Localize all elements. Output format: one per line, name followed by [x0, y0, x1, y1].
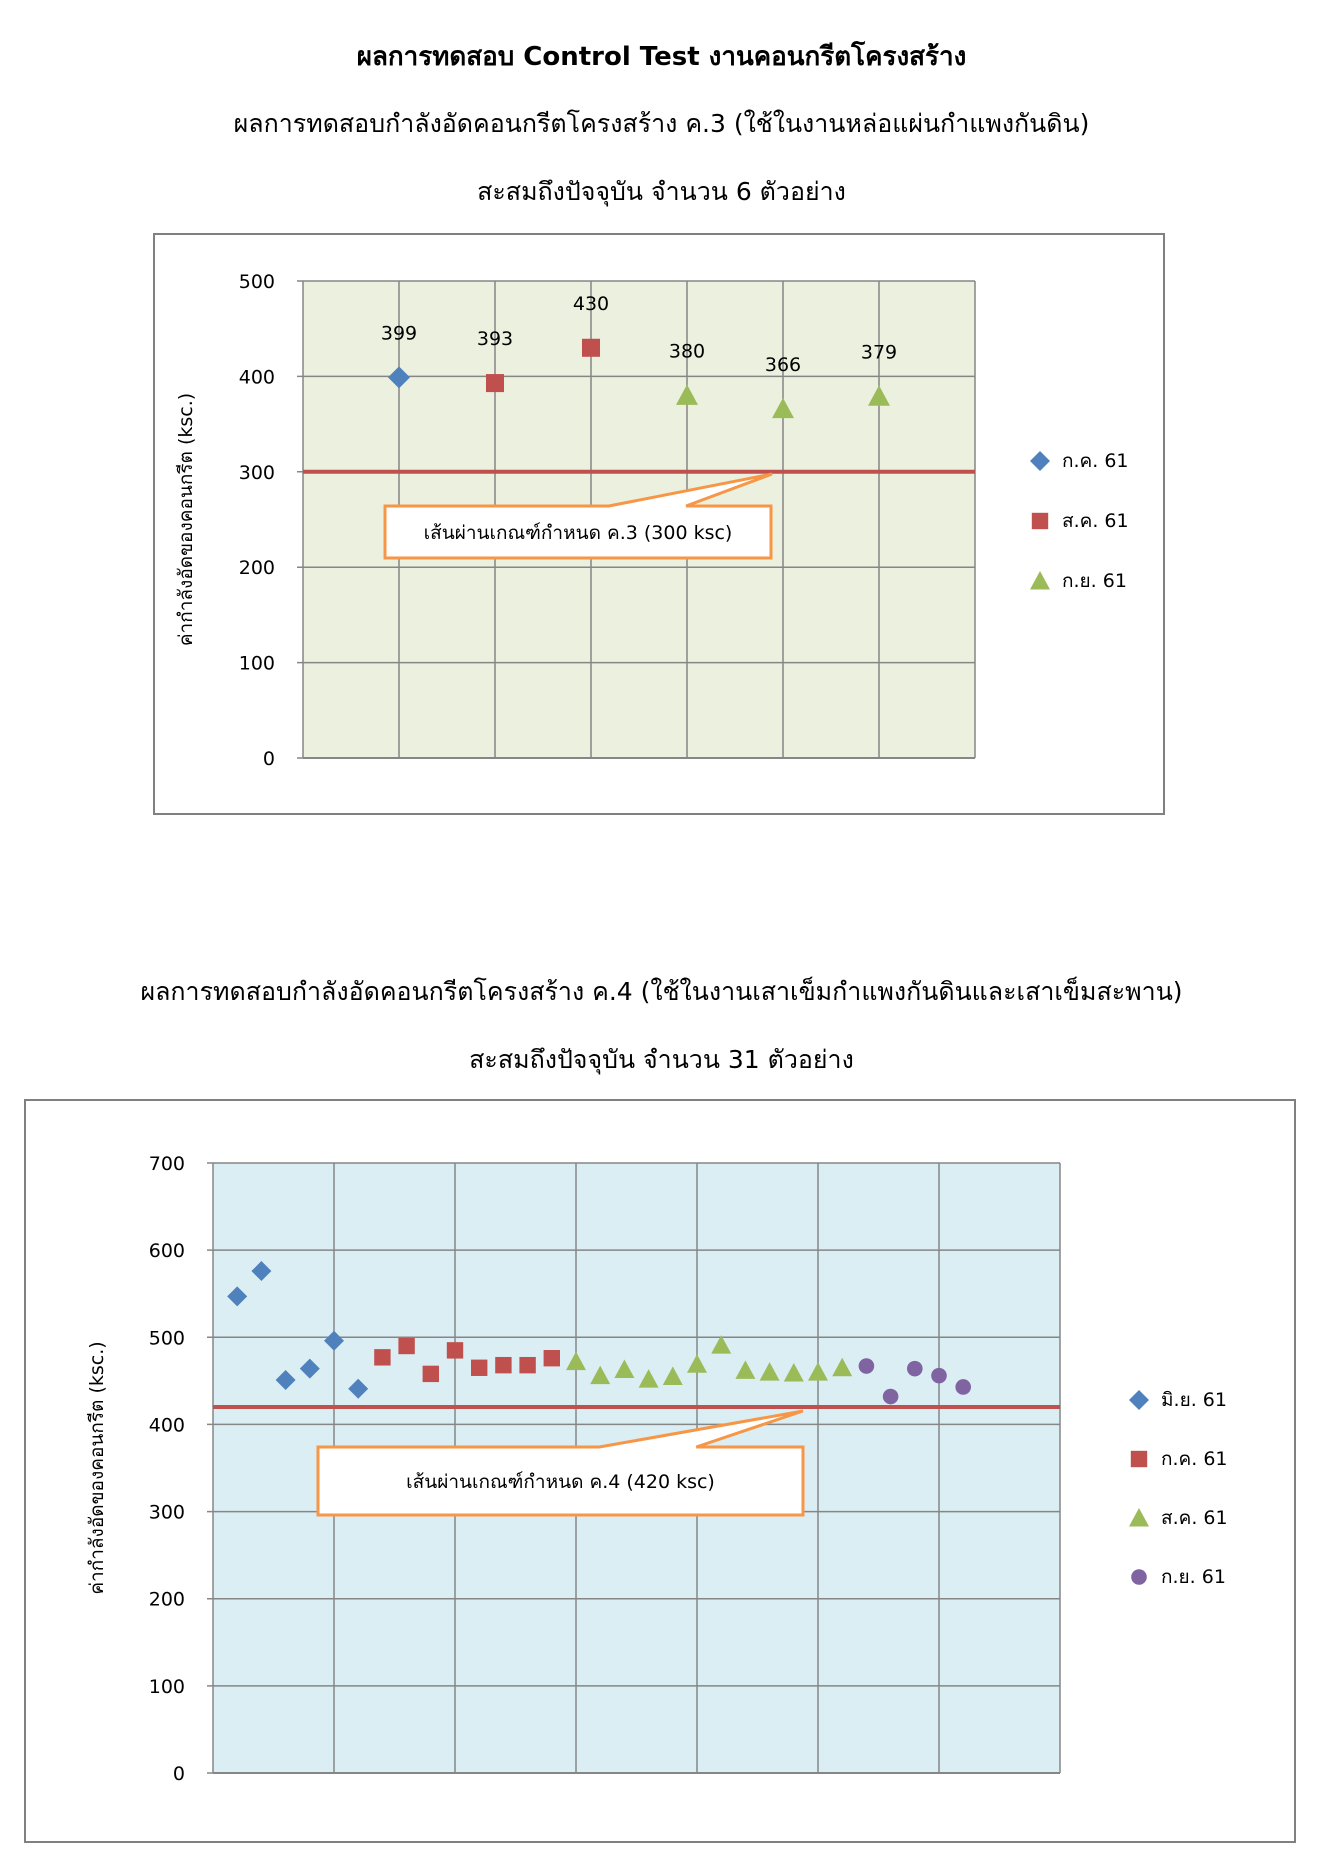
data-point [931, 1368, 947, 1384]
chart-2 [25, 1100, 1295, 1842]
data-point [423, 1366, 439, 1382]
y-tick-label: 500 [148, 1327, 185, 1350]
legend-marker [1032, 513, 1048, 529]
y-tick-label: 400 [238, 366, 275, 389]
data-point [398, 1338, 414, 1354]
data-label: 366 [764, 353, 802, 376]
chart-1-subtitle: สะสมถึงปัจจุบัน จำนวน 6 ตัวอย่าง [477, 177, 846, 206]
data-point [447, 1342, 463, 1358]
legend-label: ก.ค. 61 [1161, 1448, 1228, 1470]
legend-label: มิ.ย. 61 [1161, 1389, 1227, 1411]
threshold-callout-label: เส้นผ่านเกณฑ์กำหนด ค.3 (300 ksc) [423, 522, 733, 544]
data-point [544, 1350, 560, 1366]
data-label: 393 [476, 328, 514, 351]
data-point [859, 1358, 875, 1374]
data-point [582, 339, 600, 357]
legend-marker [1131, 1569, 1147, 1585]
data-point [471, 1360, 487, 1376]
chart-1 [154, 234, 1164, 814]
data-label: 379 [860, 341, 898, 364]
y-tick-label: 200 [148, 1588, 185, 1611]
legend-label: ส.ค. 61 [1062, 510, 1129, 532]
data-label: 430 [572, 292, 610, 315]
data-point [907, 1361, 923, 1377]
page-title: ผลการทดสอบ Control Test งานคอนกรีตโครงสร้าง [356, 42, 967, 72]
chart-2-title: ผลการทดสอบกำลังอัดคอนกรีตโครงสร้าง ค.4 (ใช้ในงานเสาเข็มกำแพงกันดินและเสาเข็มสะพาน) [140, 977, 1183, 1006]
data-label: 380 [668, 340, 706, 363]
legend-label: ก.ย. 61 [1062, 570, 1127, 592]
y-tick-label: 0 [172, 1763, 185, 1785]
data-point [495, 1357, 511, 1373]
data-point [883, 1389, 899, 1405]
y-tick-label: 400 [148, 1414, 185, 1437]
legend-label: ก.ค. 61 [1062, 450, 1129, 472]
data-point [486, 374, 504, 392]
legend-marker [1131, 1451, 1147, 1467]
y-axis-label: ค่ากำลังอัดของคอนกรีต (ksc.) [175, 392, 197, 647]
y-tick-label: 700 [148, 1153, 185, 1175]
data-point [519, 1357, 535, 1373]
y-tick-label: 200 [238, 557, 275, 580]
y-tick-label: 0 [262, 748, 275, 770]
y-tick-label: 100 [238, 652, 275, 675]
data-label: 399 [380, 322, 418, 345]
data-point [374, 1349, 390, 1365]
chart-1-title: ผลการทดสอบกำลังอัดคอนกรีตโครงสร้าง ค.3 (ใช้ในงานหล่อแผ่นกำแพงกันดิน) [233, 109, 1090, 138]
data-point [955, 1379, 971, 1395]
y-tick-label: 500 [238, 271, 275, 293]
legend-label: ก.ย. 61 [1161, 1566, 1226, 1588]
legend-label: ส.ค. 61 [1161, 1507, 1228, 1529]
y-axis-label: ค่ากำลังอัดของคอนกรีต (ksc.) [86, 1341, 108, 1595]
y-tick-label: 300 [238, 461, 275, 484]
y-tick-label: 100 [148, 1675, 185, 1698]
threshold-callout-label: เส้นผ่านเกณฑ์กำหนด ค.4 (420 ksc) [406, 1471, 715, 1493]
y-tick-label: 600 [148, 1240, 185, 1263]
chart-2-subtitle: สะสมถึงปัจจุบัน จำนวน 31 ตัวอย่าง [469, 1045, 854, 1074]
y-tick-label: 300 [148, 1501, 185, 1524]
